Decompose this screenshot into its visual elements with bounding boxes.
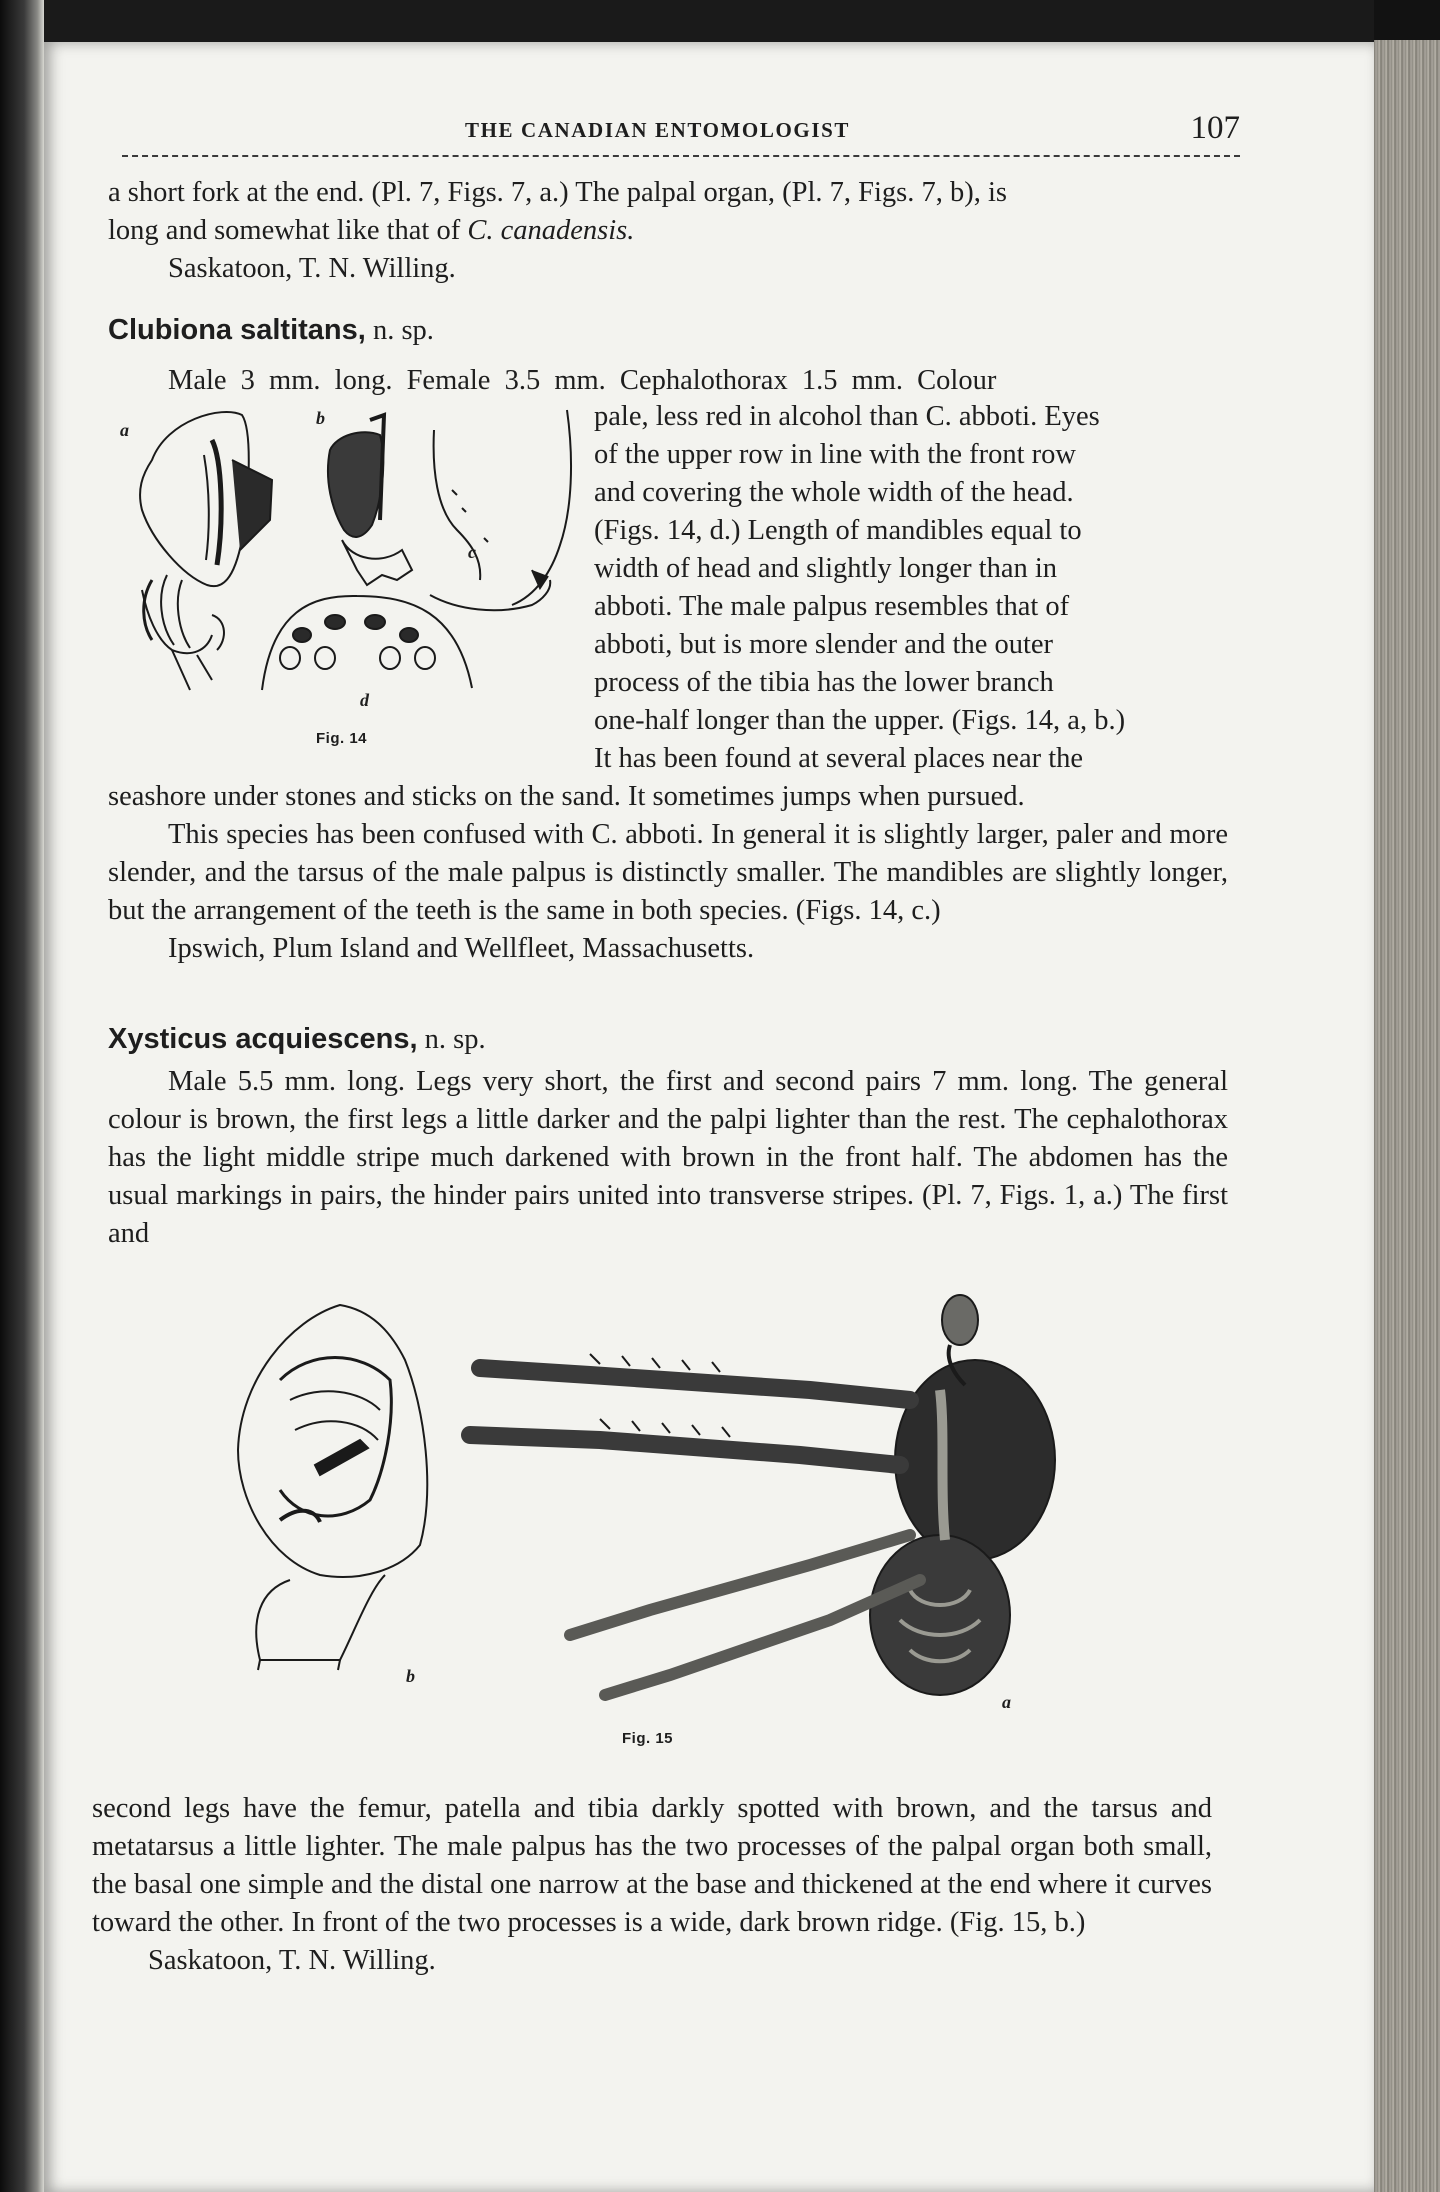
book-left-edge [0,0,44,2192]
fig15b-palpus [238,1305,427,1670]
running-title: THE CANADIAN ENTOMOLOGIST [465,118,851,142]
fig14a-palpus [140,412,272,690]
book-page-edges [1374,40,1440,2192]
fig14-label-a: a [120,420,129,440]
fig15-label-a: a [1002,1692,1011,1712]
clubiona-locality: Ipswich, Plum Island and Wellfleet, Massachusetts. [168,933,755,964]
xysticus-locality: Saskatoon, T. N. Willing. [148,1945,436,1976]
clubiona-continuation: seashore under stones and sticks on the sand. It sometimes jumps when pursued. This species has been confused with C. abboti. In general it is slightly larger, paler and more slender, and the tarsus of the male palpus is distinctly smaller. The mandibles are slightly longer, but the arrangement of the teeth is the same in both species. (Figs. 14, c.) Ipswich, Plum Island and Wellfleet, Massachusetts. [108,778,1228,968]
clubiona-heading: Clubiona saltitans, n. sp. [108,314,434,346]
species-heading-xysticus: Xysticus acquiescens, [108,1023,418,1055]
intro-text [108,174,1228,288]
fig15-caption: Fig. 15 [622,1730,674,1747]
clubiona-desc-first-line: Male 3 mm. long. Female 3.5 mm. Cephalothorax 1.5 mm. Colour [168,365,997,396]
clubiona-wrapped-text: pale, less red in alcohol than C. abboti. Eyes of the upper row in line with the front row and covering the whole width of the head. (Figs. 14, d.) Length of mandibles equal to width of head and slightly longer than in abboti. The male palpus resembles that of abboti, but is more slender and the outer process of the tibia has the lower branch one-half longer than the upper. (Figs. 14, a, b.) It has been found at several places near the [594,401,1126,774]
intro-locality: Saskatoon, T. N. Willing. [168,253,456,284]
xysticus-para-2: second legs have the femur, patella and tibia darkly spotted with brown, and the tarsus and metatarsus a little lighter. The male palpus has the two processes of the palpal organ both small, the basal one simple and the distal one narrow at the base and thickened at the end where it curves toward the other. In front of the two processes is a wide, dark brown ridge. (Fig. 15, b.) Saskatoon, T. N. Willing. [92,1790,1212,1980]
intro-line-1: a short fork at the end. (Pl. 7, Figs. 7, a.) The palpal organ, (Pl. 7, Figs. 7, b), is [108,177,1007,208]
fig14-caption: Fig. 14 [316,730,368,747]
fig14-label-d: d [360,690,369,710]
fig15a-spider [470,1295,1055,1695]
figure-15 [220,1290,1220,1710]
fig14c-mandible [430,410,571,610]
figure-14 [112,400,582,720]
intro-line-2: long and somewhat like that of C. canadensis. [108,215,635,246]
fig14d-eyes [262,596,472,690]
fig14b-palpus-tibia [328,415,412,585]
header-rule [122,155,1240,157]
clubiona-para-2: This species has been confused with C. abboti. In general it is slightly larger, paler and more slender, and the tarsus of the male palpus is distinctly smaller. The mandibles are slightly longer, but the arrangement of the teeth is the same in both species. (Figs. 14, c.) [108,819,1228,926]
xysticus-para-1: Male 5.5 mm. long. Legs very short, the first and second pairs 7 mm. long. The general colour is brown, the first legs a little darker and the palpi lighter than the rest. The cephalothorax has the light middle stripe much darkened with brown in the front half. The abdomen has the usual markings in pairs, the hinder pairs united into transverse stripes. (Pl. 7, Figs. 1, a.) The first and [108,1066,1228,1249]
fig14-label-c: c [468,542,476,562]
species-name: C. canadensis. [467,215,635,246]
fig15-label-b: b [406,1666,415,1686]
page-number: 107 [1190,110,1240,146]
fig14-label-b: b [316,408,325,428]
species-heading: Clubiona saltitans, [108,314,366,346]
xysticus-heading: Xysticus acquiescens, n. sp. [108,1023,486,1055]
running-header [120,108,1240,160]
